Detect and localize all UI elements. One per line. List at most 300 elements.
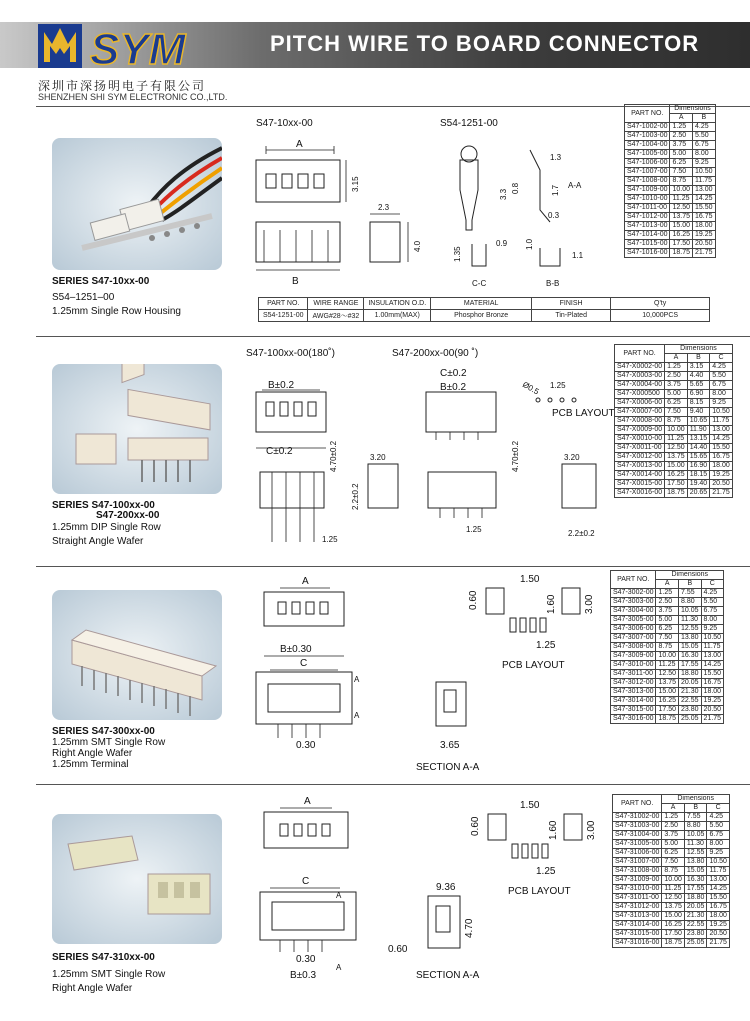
part-number-cell: S47-1005-00 bbox=[625, 150, 670, 159]
dimension-cell: 20.50 bbox=[710, 480, 733, 489]
part-number-cell: S47-3005-00 bbox=[611, 616, 656, 625]
table-row bbox=[625, 177, 716, 186]
dimension-cell: 5.50 bbox=[710, 372, 733, 381]
part-number-cell: S47-31005-00 bbox=[613, 840, 662, 849]
table-row bbox=[625, 150, 716, 159]
dimension-cell: 6.75 bbox=[693, 141, 716, 150]
spec-header-row bbox=[259, 298, 710, 310]
dimension-table-s47-310 bbox=[612, 794, 730, 948]
part-number-cell: S47-31007-00 bbox=[613, 858, 662, 867]
dimension-cell: 2.50 bbox=[662, 822, 685, 831]
part-number-cell: S47-31002-00 bbox=[613, 813, 662, 822]
dimension-cell: 10.50 bbox=[701, 634, 724, 643]
dimension-cell: 12.50 bbox=[662, 894, 685, 903]
table-row bbox=[613, 831, 730, 840]
dimension-cell: 15.00 bbox=[656, 688, 679, 697]
part-number-cell: S47-31016-00 bbox=[613, 939, 662, 948]
product-photo-s47-300 bbox=[52, 590, 222, 720]
series-label: SERIES S47-310xx-00 bbox=[52, 952, 155, 963]
table-row bbox=[625, 132, 716, 141]
dim-b-02: B±0.2 bbox=[268, 380, 295, 391]
part-number-cell: S47-1016-00 bbox=[625, 249, 670, 258]
table-row bbox=[613, 849, 730, 858]
dimension-cell: 8.00 bbox=[707, 840, 730, 849]
dim-1-60: 1.60 bbox=[546, 594, 557, 614]
dimension-cell: 5.00 bbox=[662, 840, 685, 849]
pcb-layout-label: PCB LAYOUT bbox=[502, 660, 565, 671]
dimension-cell: 7.55 bbox=[679, 589, 702, 598]
dimension-cell: 15.05 bbox=[684, 867, 707, 876]
dimension-cell: 13.00 bbox=[693, 186, 716, 195]
part-number-cell: S47-1007-00 bbox=[625, 168, 670, 177]
dimension-cell: 3.75 bbox=[656, 607, 679, 616]
table-row bbox=[611, 616, 724, 625]
dimension-cell: 5.65 bbox=[687, 381, 710, 390]
dimension-cell: 6.25 bbox=[656, 625, 679, 634]
dimension-cell: 17.55 bbox=[684, 885, 707, 894]
wafer-top-view bbox=[256, 672, 352, 724]
dim-c-02: C±0.2 bbox=[266, 446, 293, 457]
section-view bbox=[436, 682, 466, 726]
dimension-cell: 5.00 bbox=[656, 616, 679, 625]
table-row bbox=[613, 939, 730, 948]
section-divider bbox=[36, 784, 750, 785]
section-label: SECTION A-A bbox=[416, 970, 480, 981]
dim-4-70-b: 4.70±0.2 bbox=[511, 440, 520, 472]
spec-h-finish: FINISH bbox=[532, 298, 611, 310]
table-row bbox=[615, 480, 733, 489]
table-row bbox=[625, 141, 716, 150]
dim-4-0: 4.0 bbox=[413, 240, 422, 252]
table-row bbox=[611, 679, 724, 688]
product-photo-s47-100 bbox=[52, 364, 222, 494]
part-number-cell: S47-31013-00 bbox=[613, 912, 662, 921]
dimension-cell: 4.40 bbox=[687, 372, 710, 381]
dimension-cell: 10.00 bbox=[670, 186, 693, 195]
dimension-cell: 4.25 bbox=[710, 363, 733, 372]
part-number-cell: S47-X0003-00 bbox=[615, 372, 665, 381]
dimension-cell: 21.75 bbox=[710, 489, 733, 498]
housing-illustration bbox=[52, 138, 222, 270]
spec-insulation: 1.00mm(MAX) bbox=[364, 310, 431, 322]
drawing-title-terminal: S54-1251-00 bbox=[440, 118, 498, 129]
dim-a: A bbox=[304, 796, 311, 807]
dimension-cell: 10.00 bbox=[665, 426, 688, 435]
table-row bbox=[615, 435, 733, 444]
section-mark-a: A bbox=[354, 675, 360, 684]
dimension-cell: 11.75 bbox=[710, 417, 733, 426]
dimension-cell: 2.50 bbox=[656, 598, 679, 607]
dimension-cell: 18.80 bbox=[679, 670, 702, 679]
dim-pitch-1-25: 1.25 bbox=[536, 640, 556, 651]
dim-1-7: 1.7 bbox=[551, 184, 560, 196]
table-row bbox=[611, 607, 724, 616]
dimension-cell: 6.25 bbox=[665, 399, 688, 408]
dimension-table-s47-300 bbox=[610, 570, 724, 724]
dimension-cell: 10.05 bbox=[679, 607, 702, 616]
col-b: B bbox=[679, 580, 702, 589]
part-number-cell: S47-31012-00 bbox=[613, 903, 662, 912]
dimension-cell: 17.50 bbox=[670, 240, 693, 249]
dimension-cell: 15.50 bbox=[707, 894, 730, 903]
col-a: A bbox=[665, 354, 688, 363]
spec-wire: AWG#28～#32 bbox=[308, 310, 364, 322]
dimension-cell: 18.75 bbox=[662, 939, 685, 948]
dim-3-15: 3.15 bbox=[351, 176, 360, 192]
col-a: A bbox=[670, 114, 693, 123]
dimension-cell: 4.25 bbox=[707, 813, 730, 822]
col-part-no: PART NO. bbox=[611, 571, 656, 589]
col-dimensions: Dimensions bbox=[662, 795, 730, 804]
dimension-cell: 21.75 bbox=[693, 249, 716, 258]
dimension-cell: 16.75 bbox=[693, 213, 716, 222]
dimension-cell: 8.75 bbox=[656, 643, 679, 652]
dim-3-00: 3.00 bbox=[584, 594, 595, 614]
section-mark-a-2: A bbox=[354, 711, 360, 720]
dim-0-60: 0.60 bbox=[470, 816, 481, 836]
dimension-cell: 1.25 bbox=[656, 589, 679, 598]
dimension-cell: 14.25 bbox=[693, 195, 716, 204]
part-number-cell: S47-X0014-00 bbox=[615, 471, 665, 480]
terminal-drawing bbox=[460, 160, 478, 230]
dim-1-50: 1.50 bbox=[520, 574, 540, 585]
part-description: 1.25mm DIP Single Row bbox=[52, 522, 161, 533]
dimension-cell: 20.50 bbox=[707, 930, 730, 939]
part-number-cell: S47-31010-00 bbox=[613, 885, 662, 894]
section-divider bbox=[36, 566, 750, 567]
dimension-cell: 15.00 bbox=[670, 222, 693, 231]
table-row bbox=[613, 921, 730, 930]
dimension-cell: 16.90 bbox=[687, 462, 710, 471]
dim-0-30: 0.30 bbox=[296, 954, 316, 965]
dimension-cell: 8.75 bbox=[670, 177, 693, 186]
spec-material: Phosphor Bronze bbox=[431, 310, 532, 322]
dimension-cell: 23.80 bbox=[679, 706, 702, 715]
part-number-cell: S47-3011-00 bbox=[611, 670, 656, 679]
dimension-cell: 15.05 bbox=[679, 643, 702, 652]
dimension-cell: 13.75 bbox=[662, 903, 685, 912]
col-a: A bbox=[656, 580, 679, 589]
dimension-cell: 14.40 bbox=[687, 444, 710, 453]
dimension-cell: 18.75 bbox=[670, 249, 693, 258]
dimension-cell: 6.25 bbox=[670, 159, 693, 168]
section-mark-a-2: A bbox=[336, 963, 342, 972]
dimension-cell: 20.50 bbox=[693, 240, 716, 249]
table-row bbox=[611, 670, 724, 679]
section-view bbox=[428, 896, 460, 948]
part-number-cell: S47-31009-00 bbox=[613, 876, 662, 885]
dimension-cell: 9.25 bbox=[707, 849, 730, 858]
spec-h-part: PART NO. bbox=[259, 298, 308, 310]
dimension-cell: 25.05 bbox=[684, 939, 707, 948]
table-row bbox=[611, 643, 724, 652]
table-row bbox=[615, 426, 733, 435]
dimension-cell: 1.25 bbox=[665, 363, 688, 372]
table-row bbox=[613, 876, 730, 885]
dim-0-30: 0.30 bbox=[296, 740, 316, 751]
dimension-cell: 17.50 bbox=[656, 706, 679, 715]
part-description: 1.25mm SMT Single Row bbox=[52, 737, 166, 748]
dimension-cell: 3.75 bbox=[665, 381, 688, 390]
dimension-cell: 1.25 bbox=[662, 813, 685, 822]
part-number-cell: S47-1011-00 bbox=[625, 204, 670, 213]
dimension-cell: 10.50 bbox=[693, 168, 716, 177]
drawing-title-housing: S47-10xx-00 bbox=[256, 118, 313, 129]
dim-9-36: 9.36 bbox=[436, 882, 456, 893]
section-divider bbox=[36, 336, 750, 337]
part-description-2: Right Angle Wafer bbox=[52, 983, 133, 994]
dim-c: C bbox=[300, 658, 308, 669]
dimension-cell: 11.90 bbox=[687, 426, 710, 435]
dim-3-20-b: 3.20 bbox=[564, 453, 580, 462]
dimension-cell: 10.50 bbox=[707, 858, 730, 867]
table-row bbox=[615, 372, 733, 381]
series-label-2: S47-200xx-00 bbox=[96, 510, 160, 521]
dimension-cell: 18.00 bbox=[693, 222, 716, 231]
dimension-cell: 13.15 bbox=[687, 435, 710, 444]
table-row bbox=[611, 634, 724, 643]
part-number-cell: S47-31006-00 bbox=[613, 849, 662, 858]
part-number-cell: S47-X000500 bbox=[615, 390, 665, 399]
dimension-cell: 9.25 bbox=[710, 399, 733, 408]
dimension-cell: 7.50 bbox=[665, 408, 688, 417]
dim-pitch-1-25: 1.25 bbox=[322, 535, 338, 544]
section-a-a-label: A-A bbox=[568, 181, 582, 190]
dimension-cell: 23.80 bbox=[684, 930, 707, 939]
dimension-cell: 21.30 bbox=[684, 912, 707, 921]
drawing-s47-300 bbox=[240, 572, 600, 772]
part-number-cell: S47-3010-00 bbox=[611, 661, 656, 670]
part-number-cell: S47-1015-00 bbox=[625, 240, 670, 249]
dimension-cell: 17.50 bbox=[662, 930, 685, 939]
part-number-cell: S47-X0007-00 bbox=[615, 408, 665, 417]
table-row bbox=[625, 222, 716, 231]
table-row bbox=[611, 688, 724, 697]
part-number-cell: S47-1012-00 bbox=[625, 213, 670, 222]
drawing-title-90: S47-200xx-00(90 ˚) bbox=[392, 348, 479, 359]
dim-pitch-1-25: 1.25 bbox=[536, 866, 556, 877]
dim-b-030: B±0.30 bbox=[280, 644, 312, 655]
dimension-cell: 10.50 bbox=[710, 408, 733, 417]
part-description-2: Straight Angle Wafer bbox=[52, 536, 144, 547]
dimension-cell: 19.25 bbox=[701, 697, 724, 706]
part-number-cell: S47-1009-00 bbox=[625, 186, 670, 195]
part-number-cell: S47-X0009-00 bbox=[615, 426, 665, 435]
dimension-cell: 16.75 bbox=[701, 679, 724, 688]
part-number-cell: S47-31003-00 bbox=[613, 822, 662, 831]
col-b: B bbox=[684, 804, 707, 813]
dimension-cell: 4.25 bbox=[693, 123, 716, 132]
dim-pitch-1-25-b: 1.25 bbox=[466, 525, 482, 534]
dimension-cell: 19.40 bbox=[687, 480, 710, 489]
part-number-cell: S47-1010-00 bbox=[625, 195, 670, 204]
dim-1-50: 1.50 bbox=[520, 800, 540, 811]
dimension-cell: 9.25 bbox=[693, 159, 716, 168]
table-row bbox=[615, 471, 733, 480]
col-a: A bbox=[662, 804, 685, 813]
dimension-cell: 14.25 bbox=[701, 661, 724, 670]
part-number-cell: S47-31011-00 bbox=[613, 894, 662, 903]
dimension-cell: 11.25 bbox=[665, 435, 688, 444]
table-row bbox=[613, 930, 730, 939]
pcb-layout-label: PCB LAYOUT bbox=[552, 408, 615, 419]
dim-0-9: 0.9 bbox=[496, 239, 508, 248]
part-description-3: 1.25mm Terminal bbox=[52, 759, 129, 770]
dim-1-60: 1.60 bbox=[548, 820, 559, 840]
table-row bbox=[611, 706, 724, 715]
dim-b-02-b: B±0.2 bbox=[440, 382, 467, 393]
terminal-spec-table bbox=[258, 297, 710, 322]
spec-qty: 10,000PCS bbox=[611, 310, 710, 322]
dim-2-2-b: 2.2±0.2 bbox=[568, 529, 595, 538]
table-row bbox=[613, 867, 730, 876]
dimension-cell: 13.80 bbox=[679, 634, 702, 643]
part-number-cell: S47-1004-00 bbox=[625, 141, 670, 150]
pcb-layout-label: PCB LAYOUT bbox=[508, 886, 571, 897]
dimension-cell: 5.50 bbox=[693, 132, 716, 141]
table-row bbox=[625, 186, 716, 195]
drawing-s47-10 bbox=[250, 130, 610, 300]
dimension-cell: 21.75 bbox=[707, 939, 730, 948]
company-name-en: SHENZHEN SHI SYM ELECTRONIC CO.,LTD. bbox=[38, 92, 228, 102]
drawing-s47-310 bbox=[240, 792, 600, 992]
dimension-cell: 7.50 bbox=[662, 858, 685, 867]
dimension-cell: 3.75 bbox=[670, 141, 693, 150]
dimension-cell: 15.00 bbox=[665, 462, 688, 471]
part-description: 1.25mm Single Row Housing bbox=[52, 306, 181, 317]
dim-0-60: 0.60 bbox=[468, 590, 479, 610]
dimension-table-s47-100 bbox=[614, 344, 733, 498]
series-label: SERIES S47-100xx-00 bbox=[52, 500, 155, 511]
dimension-cell: 18.15 bbox=[687, 471, 710, 480]
col-part-no: PART NO. bbox=[613, 795, 662, 813]
dimension-cell: 15.65 bbox=[687, 453, 710, 462]
table-row bbox=[615, 390, 733, 399]
dimension-cell: 5.00 bbox=[670, 150, 693, 159]
dimension-cell: 11.25 bbox=[656, 661, 679, 670]
table-row bbox=[611, 715, 724, 724]
part-number-cell: S47-3013-00 bbox=[611, 688, 656, 697]
dimension-cell: 18.75 bbox=[665, 489, 688, 498]
drawing-title-180: S47-100xx-00(180˚) bbox=[246, 348, 335, 359]
section-b-b-label: B-B bbox=[546, 279, 560, 288]
table-row bbox=[611, 652, 724, 661]
dimension-cell: 15.00 bbox=[662, 912, 685, 921]
dimension-cell: 5.50 bbox=[701, 598, 724, 607]
table-row bbox=[615, 453, 733, 462]
col-part-no: PART NO. bbox=[615, 345, 665, 363]
dimension-cell: 16.75 bbox=[707, 903, 730, 912]
product-photo-s47-310 bbox=[52, 814, 222, 944]
table-row bbox=[611, 697, 724, 706]
dimension-cell: 7.50 bbox=[656, 634, 679, 643]
dimension-cell: 25.05 bbox=[679, 715, 702, 724]
part-number-cell: S47-1008-00 bbox=[625, 177, 670, 186]
dimension-cell: 6.25 bbox=[662, 849, 685, 858]
dimension-cell: 8.00 bbox=[701, 616, 724, 625]
dim-0-3: 0.3 bbox=[548, 211, 560, 220]
series-label: SERIES S47-10xx-00 bbox=[52, 276, 150, 287]
spec-h-material: MATERIAL bbox=[431, 298, 532, 310]
dimension-cell: 2.50 bbox=[665, 372, 688, 381]
col-part-no: PART NO. bbox=[625, 105, 670, 123]
part-number-cell: S47-31008-00 bbox=[613, 867, 662, 876]
dimension-cell: 13.00 bbox=[701, 652, 724, 661]
col-b: B bbox=[693, 114, 716, 123]
dimension-cell: 7.55 bbox=[684, 813, 707, 822]
table-row bbox=[611, 625, 724, 634]
col-c: C bbox=[707, 804, 730, 813]
dimension-cell: 6.75 bbox=[701, 607, 724, 616]
part-number-cell: S47-X0016-00 bbox=[615, 489, 665, 498]
spec-finish: Tin-Plated bbox=[532, 310, 611, 322]
dimension-cell: 11.75 bbox=[693, 177, 716, 186]
part-note: S54–1251–00 bbox=[52, 292, 115, 303]
dim-1-35: 1.35 bbox=[453, 246, 462, 262]
part-number-cell: S47-X0011-00 bbox=[615, 444, 665, 453]
dim-2-3: 2.3 bbox=[378, 203, 390, 212]
table-row bbox=[613, 885, 730, 894]
dim-4-70: 4.70 bbox=[464, 918, 475, 938]
table-row bbox=[615, 381, 733, 390]
part-number-cell: S47-3012-00 bbox=[611, 679, 656, 688]
spec-value-row bbox=[259, 310, 710, 322]
table-row bbox=[615, 462, 733, 471]
dimension-cell: 10.00 bbox=[662, 876, 685, 885]
wafer-front-view bbox=[264, 812, 348, 848]
company-name-cn: 深圳市深扬明电子有限公司 bbox=[38, 79, 207, 93]
dimension-cell: 8.75 bbox=[665, 417, 688, 426]
dim-1-0: 1.0 bbox=[525, 238, 534, 250]
dimension-cell: 17.50 bbox=[665, 480, 688, 489]
housing-side-view bbox=[370, 222, 400, 262]
dimension-cell: 12.55 bbox=[684, 849, 707, 858]
part-number-cell: S47-31015-00 bbox=[613, 930, 662, 939]
dimension-cell: 8.00 bbox=[693, 150, 716, 159]
dimension-cell: 16.75 bbox=[710, 453, 733, 462]
part-number-cell: S47-X0004-00 bbox=[615, 381, 665, 390]
dimension-cell: 16.30 bbox=[684, 876, 707, 885]
part-description-2: Right Angle Wafer bbox=[52, 748, 133, 759]
table-row bbox=[613, 840, 730, 849]
dimension-cell: 10.00 bbox=[656, 652, 679, 661]
dimension-cell: 3.15 bbox=[687, 363, 710, 372]
dimension-cell: 21.75 bbox=[701, 715, 724, 724]
dim-0-8: 0.8 bbox=[511, 182, 520, 194]
dimension-cell: 11.25 bbox=[662, 885, 685, 894]
dimension-cell: 13.75 bbox=[656, 679, 679, 688]
table-row bbox=[615, 489, 733, 498]
part-number-cell: S47-X0010-00 bbox=[615, 435, 665, 444]
smt-310-illustration bbox=[52, 814, 222, 944]
dim-c-02-b: C±0.2 bbox=[440, 368, 467, 379]
part-number-cell: S47-31004-00 bbox=[613, 831, 662, 840]
wafer-front-view bbox=[264, 592, 344, 626]
wafer-top-view bbox=[260, 892, 356, 940]
table-row bbox=[615, 408, 733, 417]
dimension-cell: 6.75 bbox=[707, 831, 730, 840]
dimension-cell: 13.75 bbox=[670, 213, 693, 222]
part-number-cell: S47-3006-00 bbox=[611, 625, 656, 634]
table-row bbox=[625, 123, 716, 132]
dimension-cell: 14.25 bbox=[707, 885, 730, 894]
part-number-cell: S47-3008-00 bbox=[611, 643, 656, 652]
dimension-cell: 11.75 bbox=[707, 867, 730, 876]
dimension-cell: 19.25 bbox=[693, 231, 716, 240]
dimension-cell: 18.00 bbox=[707, 912, 730, 921]
part-number-cell: S47-31014-00 bbox=[613, 921, 662, 930]
dimension-cell: 11.30 bbox=[684, 840, 707, 849]
